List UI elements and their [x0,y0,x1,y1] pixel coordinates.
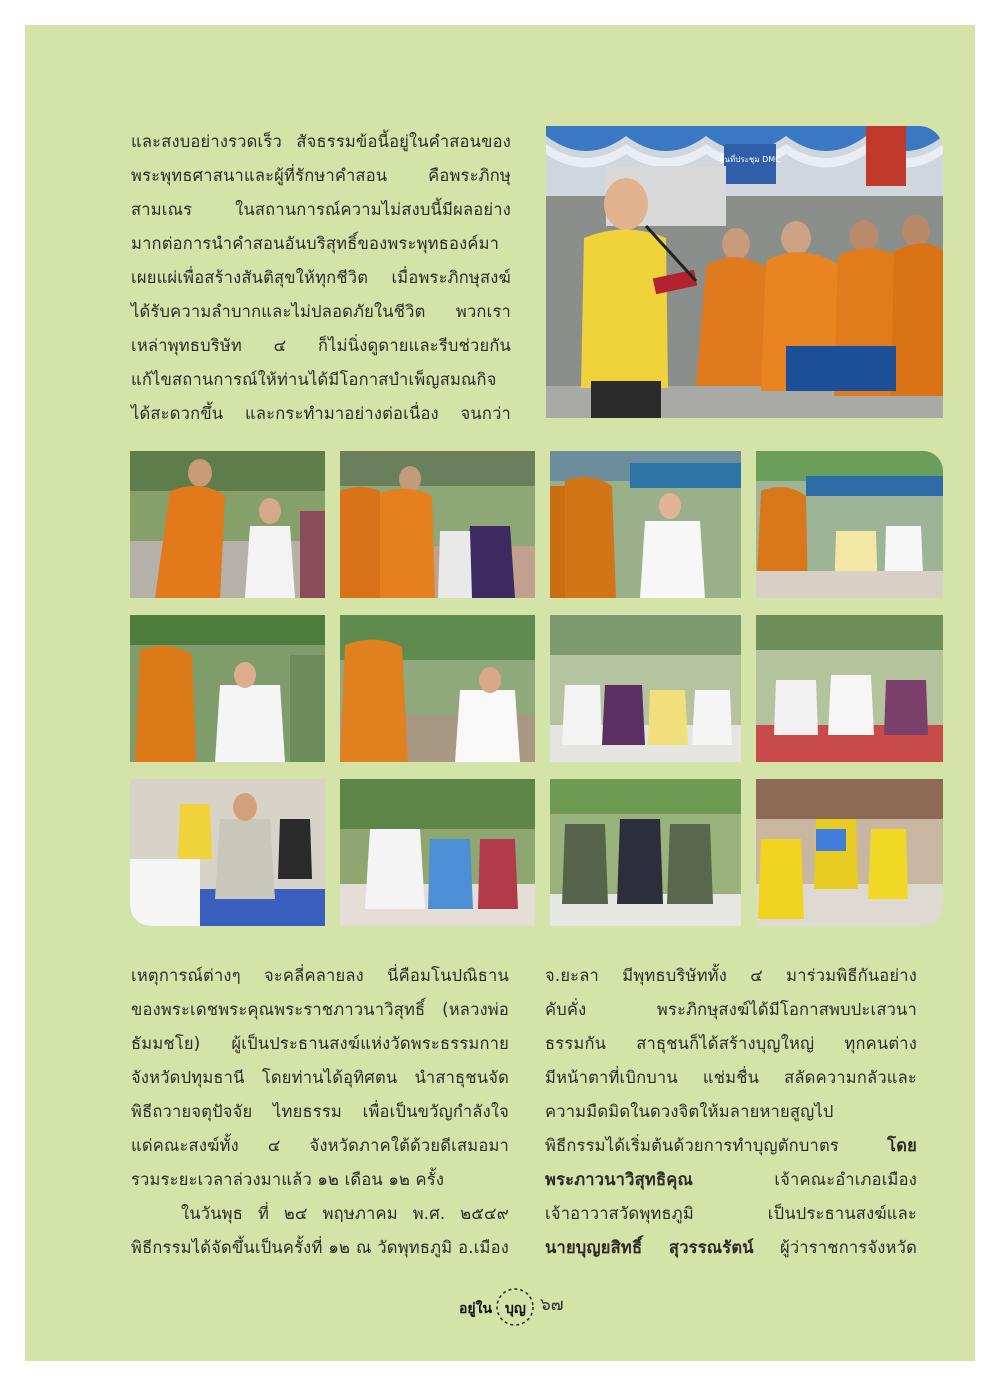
text-line: ธัมมชโย) ผู้เป็นประธานสงฆ์แห่งวัดพระธรรมกาย [131,1034,509,1053]
text-span: เจ้าคณะอำเภอเมือง [692,1170,917,1189]
grid-photo-alms-giving [550,451,741,598]
text-line: แด่คณะสงฆ์ทั้ง ๔ จังหวัดภาคใต้ด้วยดีเสมอมา [131,1136,509,1155]
text-line: ของพระเดชพระคุณพระราชภาวนาวิสุทธิ์ (หลวงพ่อ [131,1000,509,1019]
grid-photo-monk-bowl [130,615,325,762]
grid-photo-soldiers-praying [550,779,741,926]
bold-name: นายบุญยสิทธิ์ สุวรรณรัตน์ [545,1238,754,1257]
text-line: สามเณร ในสถานการณ์ความไม่สงบนี้มีผลอย่าง [131,200,511,219]
text-line: และสงบอย่างรวดเร็ว สัจธรรมข้อนี้อยู่ในคำสอนของ [131,132,511,151]
text-line: จังหวัดปทุมธานี โดยท่านได้อุทิศตน นำสาธุชนจัด [131,1068,509,1087]
text-line: แก้ไขสถานการณ์ให้ท่านได้มีโอกาสบำเพ็ญสมณกิจ [131,370,497,389]
text-line: พิธีกรรมได้จัดขึ้นเป็นครั้งที่ ๑๒ ณ วัดพุทธภูมิ อ.เมือง [131,1238,509,1257]
grid-photo-monks-line [340,451,535,598]
main-ceremony-photo [546,126,943,418]
main-photo-sign: พื้นที่ประชุม DMC [719,155,781,164]
page-panel [25,25,975,1361]
text-line: ธรรมกัน สาธุชนก็ได้สร้างบุญใหญ่ ทุกคนต่าง [545,1034,917,1053]
text-line: มากต่อการนำคำสอนอันบริสุทธิ์ของพระพุทธองค์มา [131,234,500,253]
top-paragraph [131,125,511,431]
grid-photo-woman-offering [340,615,535,762]
svg-text:บุญ: บุญ [505,1301,526,1317]
bottom-left-paragraph [131,959,509,1265]
grid-photo-praying-group [550,615,741,762]
text-line: พิธีถวายจตุปัจจัย ไทยธรรม เพื่อเป็นขวัญกำลังใจ [131,1102,509,1121]
bold-text: โดย [887,1136,917,1155]
bold-name: พระภาวนาวิสุทธิคุณ [545,1170,693,1189]
text-span: พิธีกรรมได้เริ่มต้นด้วยการทำบุญตักบาตร [545,1136,888,1155]
svg-text:อยู่ใน: อยู่ใน [459,1301,493,1317]
page-number: ๖๗ [540,1295,564,1315]
text-line [545,1163,917,1197]
text-span: ผู้ว่าราชการจังหวัด [753,1238,917,1257]
text-line: ได้สะดวกขึ้น และกระทำมาอย่างต่อเนื่อง จนกว่า [131,404,511,423]
grid-photo-seated-prayer [340,779,535,926]
text-line: เจ้าอาวาสวัดพุทธภูมิ เป็นประธานสงฆ์และ [545,1204,917,1223]
text-line: คับคั่ง พระภิกษุสงฆ์ได้มีโอกาสพบปะเสวนา [545,1000,917,1019]
text-line: พระพุทธศาสนาและผู้ที่รักษาคำสอน คือพระภิกษุ [131,166,511,185]
text-line: ได้รับความลำบากและไม่ปลอดภัยในชีวิต พวกเรา [131,302,511,321]
grid-photo-crowd-alms [756,451,943,598]
text-line: ความมืดมิดในดวงจิตให้มลายหายสูญไป [545,1102,834,1121]
grid-photo-students [756,779,943,926]
text-line: เผยแผ่เพื่อสร้างสันติสุขให้ทุกชีวิต เมื่อพระภิกษุสงฆ์ [131,268,511,287]
text-line: เหล่าพุทธบริษัท ๔ ก็ไม่นิ่งดูดายและรีบช่วยกัน [131,336,511,355]
text-line: รวมระยะเวลาล่วงมาแล้ว ๑๒ เดือน ๑๒ ครั้ง [131,1170,445,1189]
magazine-logo-icon [453,1285,543,1329]
text-line [545,1231,917,1265]
grid-photo-man-kneeling [130,779,325,926]
text-line: จ.ยะลา มีพุทธบริษัททั้ง ๔ มาร่วมพิธีกันอย่าง [545,966,917,985]
grid-photo-monk-receiving-alms [130,451,325,598]
text-line: ในวันพุธ ที่ ๒๔ พฤษภาคม พ.ศ. ๒๕๔๙ [181,1204,509,1223]
grid-photo-offerings-row [756,615,943,762]
text-line: มีหน้าตาที่เบิกบาน แช่มชื่น สลัดความกลัวและ [545,1068,917,1087]
text-line: เหตุการณ์ต่างๆ จะคลี่คลายลง นี่คือมโนปณิธาน [131,966,509,985]
bottom-right-paragraph [545,959,917,1265]
text-line [545,1129,917,1163]
